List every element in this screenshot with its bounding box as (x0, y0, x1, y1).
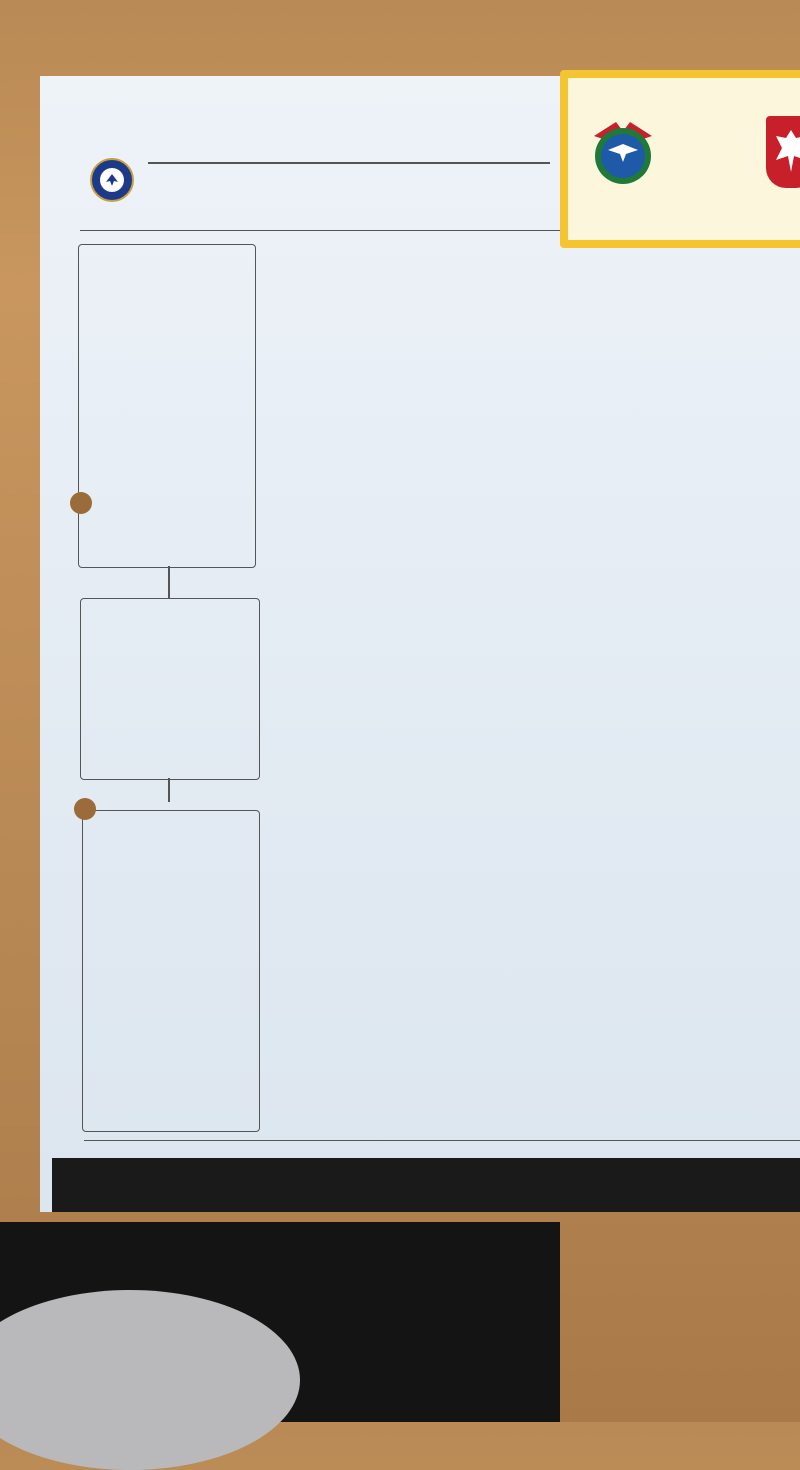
title-underline (148, 162, 550, 164)
mother-box (82, 810, 260, 1132)
footer-divider (84, 1140, 800, 1141)
punch-hole-bottom (74, 798, 96, 820)
contact-bar (52, 1158, 800, 1212)
ownership-card-inner (568, 78, 800, 240)
father-box (78, 244, 256, 568)
mother-connector (168, 778, 170, 802)
father-connector (168, 566, 170, 598)
punch-hole-top (70, 492, 92, 514)
eagle-emblem-icon (766, 116, 800, 188)
pzhgp-logo-icon (586, 116, 660, 188)
subject-box (80, 598, 260, 780)
club-logo-icon (90, 158, 134, 202)
ownership-card (560, 70, 800, 248)
